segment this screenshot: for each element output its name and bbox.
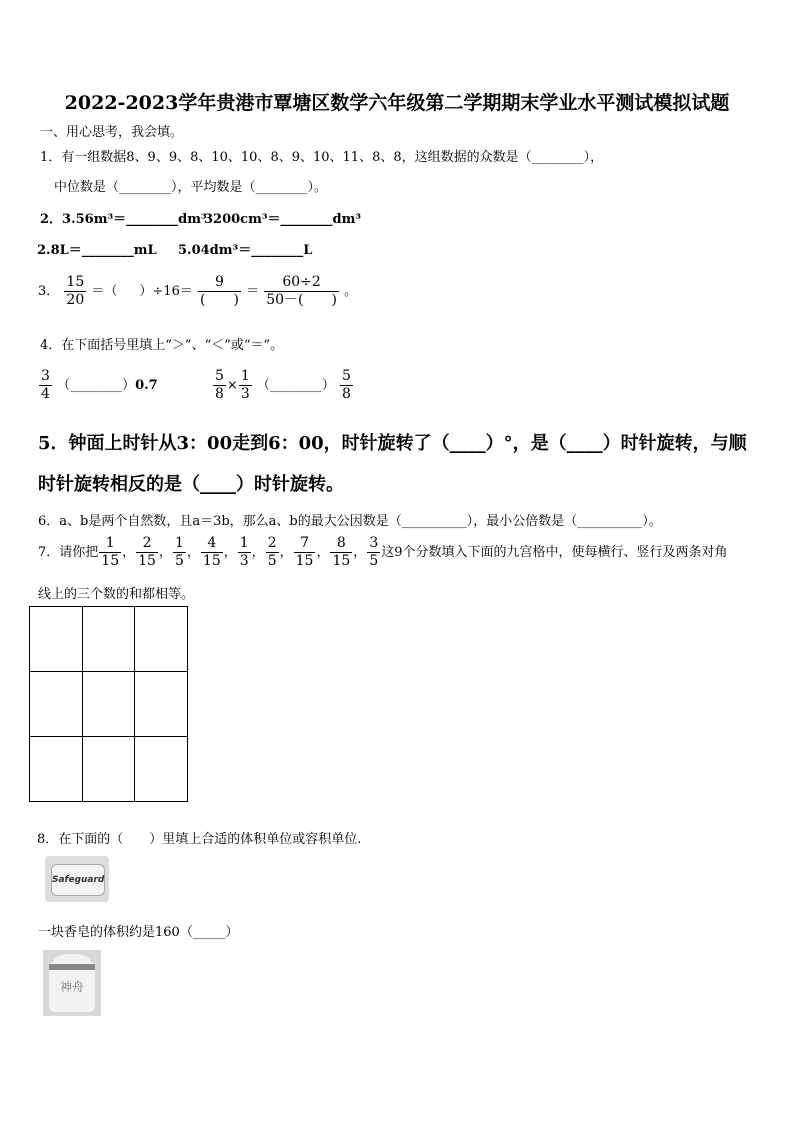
- magic-square-grid: [29, 606, 188, 802]
- q7-fraction: $\frac{2}{5}$: [267, 535, 277, 569]
- q7-fraction: $\frac{7}{15}$: [295, 535, 314, 569]
- q4-a: $\frac{3}{4}$ （________）0.7: [41, 368, 158, 402]
- page-title: 2022-2023学年贵港市覃塘区数学六年级第二学期期末学业水平测试模拟试题: [64, 92, 730, 114]
- q8-soap-line: 一块香皂的体积约是160（_____）: [38, 925, 239, 940]
- q7-fraction: $\frac{1}{3}$: [239, 535, 249, 569]
- grid-cell[interactable]: [82, 607, 135, 672]
- q7-fraction: $\frac{1}{5}$: [174, 535, 184, 569]
- q8-text: 8．在下面的（ ）里填上合适的体积单位或容积单位.: [37, 832, 362, 847]
- q3-fraction-3: $\frac{60\div 2}{50-( )}$: [266, 274, 337, 308]
- q7-fraction: $\frac{1}{15}$: [101, 535, 120, 569]
- q3-fraction-1: $\frac{15}{20}$: [66, 274, 85, 308]
- cup-image: [43, 950, 101, 1016]
- grid-cell[interactable]: [135, 672, 188, 737]
- q4-b: $\frac{5}{8}$ × $\frac{1}{3}$ （________） $\frac{5}{8}$: [215, 368, 351, 402]
- q1-line2: 中位数是（________），平均数是（________）。: [54, 180, 328, 195]
- section-heading: 一、用心思考，我会填。: [40, 125, 184, 140]
- q5-line2: 时针旋转相反的是（____）时针旋转。: [38, 474, 344, 495]
- grid-cell[interactable]: [30, 672, 83, 737]
- q7-fraction: $\frac{2}{15}$: [138, 535, 156, 569]
- q7-fraction: $\frac{3}{5}$: [369, 535, 379, 569]
- grid-cell[interactable]: [135, 607, 188, 672]
- q2-a: 2．3.56m³＝________dm³: [40, 212, 207, 227]
- q2-c: 2.8L＝________mL: [37, 243, 157, 258]
- grid-cell[interactable]: [82, 672, 135, 737]
- grid-cell[interactable]: [135, 737, 188, 802]
- q7-line2: 线上的三个数的和都相等。: [38, 587, 195, 602]
- q7-fraction: $\frac{8}{15}$: [332, 535, 351, 569]
- soap-logo: Safeguard: [51, 864, 105, 896]
- q5-line1: 5．钟面上时针从3：00走到6：00，时针旋转了（____）°，是（____）时针旋转，与顺: [38, 433, 747, 454]
- grid-cell[interactable]: [82, 737, 135, 802]
- q3-fraction-2: $\frac{9}{( )}$: [199, 274, 239, 308]
- q4-text: 4．在下面括号里填上“＞”、“＜”或“＝”。: [40, 338, 284, 353]
- q2-b: 3200cm³＝________dm³: [204, 212, 362, 227]
- q7-fraction: $\frac{4}{15}$: [202, 535, 221, 569]
- cup-logo: 神舟: [59, 980, 84, 994]
- q1-line1: 1．有一组数据8、9、9、8、10、10、8、9、10、11、8、8，这组数据的众数是（________），: [40, 150, 604, 165]
- q3-label: 3．: [38, 284, 60, 299]
- grid-cell[interactable]: [30, 737, 83, 802]
- q7-line1: 7．请你把 $\frac{1}{15}$ ， $\frac{2}{15}$ ， $\frac{1}{5}$ ， $\frac{4}{15}$ ， $\frac{1}{3}$ ， $\frac{2}{5}$ ， $\frac{7}{15}$ ， $\frac{8}{15}$ ， $\frac{3}{5}$ 这9个分数填入下面的九宫格中，使每横行、竖行及两条对角: [38, 535, 728, 569]
- q6-text: 6．a、b是两个自然数，且a＝3b，那么a、b的最大公因数是（__________），最小公倍数是（__________）。: [38, 514, 662, 529]
- soap-image: [45, 856, 109, 902]
- grid-cell[interactable]: [30, 607, 83, 672]
- q3-row: 3． $\frac{15}{20}$ ＝（ ）÷16＝ $\frac{9}{( )}$ ＝ $\frac{60\div 2}{50-( )}$ 。: [38, 274, 358, 308]
- q2-d: 5.04dm³＝________L: [178, 243, 313, 258]
